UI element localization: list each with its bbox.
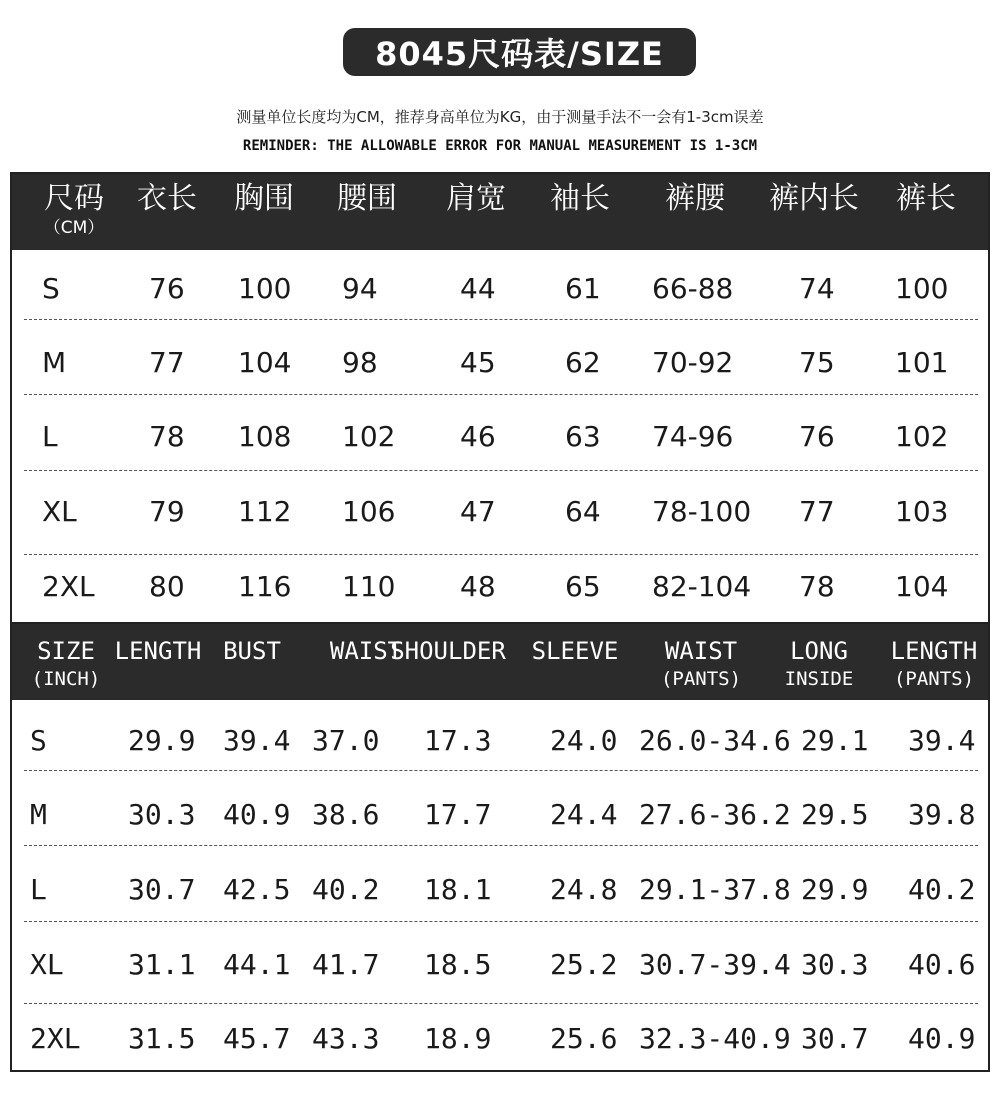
measurement-cell: 82-104 [652,570,752,603]
measurement-cell: 30.7 [128,873,196,906]
cm-header-label: 胸围 [234,181,294,216]
measurement-note-cn: 测量单位长度均为CM，推荐身高单位为KG，由于测量手法不一会有1-3cm误差 [236,108,764,126]
measurement-cell: 98 [342,346,378,379]
measurement-cell: 45 [460,346,496,379]
measurement-cell: 103 [895,495,949,528]
row-divider [24,921,978,922]
measurement-cell: 66-88 [652,272,734,305]
size-label-cell: S [42,272,60,305]
measurement-cell: 18.9 [424,1022,492,1055]
inch-header-label: SLEEVE [531,637,619,665]
measurement-cell: 39.8 [908,798,976,831]
inch-header-sublabel: (PANTS) [893,668,975,690]
size-table-inch-header [12,624,988,700]
row-divider [24,554,978,555]
measurement-cell: 40.9 [908,1022,976,1055]
inch-header-label: BUST [223,637,281,665]
measurement-cell: 43.3 [312,1022,380,1055]
measurement-cell: 110 [342,570,396,603]
measurement-cell: 65 [565,570,601,603]
measurement-cell: 44.1 [223,948,291,981]
measurement-cell: 29.5 [801,798,869,831]
measurement-cell: 70-92 [652,346,734,379]
measurement-cell: 27.6-36.2 [639,798,791,831]
measurement-cell: 31.1 [128,948,196,981]
measurement-cell: 24.8 [550,873,618,906]
measurement-cell: 79 [149,495,185,528]
measurement-cell: 116 [238,570,292,603]
size-label-cell: M [30,798,47,831]
measurement-cell: 29.1-37.8 [639,873,791,906]
size-table-cm [10,172,990,624]
measurement-cell: 104 [895,570,949,603]
measurement-cell: 25.6 [550,1022,618,1055]
inch-header-label: SIZE [37,637,95,665]
measurement-cell: 31.5 [128,1022,196,1055]
inch-header-label: WAIST [329,637,403,665]
size-label-cell: XL [30,948,64,981]
measurement-cell: 94 [342,272,378,305]
measurement-cell: 17.7 [424,798,492,831]
inch-header-8 [864,636,1000,692]
measurement-cell: 104 [238,346,292,379]
inch-header-5 [505,636,645,666]
measurement-cell: 78 [149,420,185,453]
measurement-cell: 61 [565,272,601,305]
size-label-cell: L [42,420,58,453]
measurement-cell: 29.1 [801,724,869,757]
measurement-cell: 74-96 [652,420,734,453]
measurement-cell: 100 [238,272,292,305]
row-divider [24,1003,978,1004]
row-divider [24,394,978,395]
measurement-cell: 39.4 [908,724,976,757]
size-label-cell: 2XL [30,1022,81,1055]
measurement-cell: 64 [565,495,601,528]
measurement-cell: 78-100 [652,495,752,528]
size-label-cell: M [42,346,67,379]
measurement-cell: 77 [799,495,835,528]
measurement-cell: 18.1 [424,873,492,906]
measurement-cell: 74 [799,272,835,305]
inch-header-label: LENGTH [890,637,978,665]
cm-header-label: 袖长 [550,181,610,216]
size-label-cell: XL [42,495,77,528]
measurement-cell: 30.3 [801,948,869,981]
measurement-cell: 101 [895,346,949,379]
row-divider [24,770,978,771]
measurement-cell: 76 [149,272,185,305]
measurement-cell: 38.6 [312,798,380,831]
measurement-cell: 29.9 [128,724,196,757]
measurement-cell: 45.7 [223,1022,291,1055]
measurement-cell: 32.3-40.9 [639,1022,791,1055]
cm-header-label: 肩宽 [446,181,506,216]
inch-header-label: WAIST [664,637,738,665]
size-label-cell: S [30,724,47,757]
cm-header-8 [856,180,996,218]
measurement-cell: 46 [460,420,496,453]
size-label-cell: L [30,873,47,906]
row-divider [24,470,978,471]
measurement-cell: 48 [460,570,496,603]
measurement-cell: 102 [342,420,396,453]
measurement-cell: 76 [799,420,835,453]
inch-header-label: SHOULDER [390,637,506,665]
inch-header-sublabel: (PANTS) [660,668,742,690]
cm-header-label: 裤内长 [769,181,859,216]
measurement-cell: 41.7 [312,948,380,981]
measurement-cell: 24.0 [550,724,618,757]
inch-header-sublabel: INSIDE [784,668,854,690]
measurement-cell: 24.4 [550,798,618,831]
measurement-cell: 63 [565,420,601,453]
measurement-cell: 30.7-39.4 [639,948,791,981]
measurement-cell: 100 [895,272,949,305]
measurement-cell: 102 [895,420,949,453]
measurement-cell: 77 [149,346,185,379]
measurement-cell: 26.0-34.6 [639,724,791,757]
measurement-cell: 106 [342,495,396,528]
size-table-inch [10,624,990,1072]
row-divider [24,319,978,320]
measurement-cell: 30.3 [128,798,196,831]
measurement-cell: 37.0 [312,724,380,757]
row-divider [24,845,978,846]
measurement-cell: 39.4 [223,724,291,757]
measurement-cell: 40.2 [312,873,380,906]
cm-header-label: 尺码 [44,181,104,216]
measurement-cell: 30.7 [801,1022,869,1055]
measurement-cell: 47 [460,495,496,528]
cm-header-label: 裤腰 [665,181,725,216]
measurement-note-en: REMINDER: THE ALLOWABLE ERROR FOR MANUAL MEASUREMENT IS 1-3CM [242,138,758,154]
measurement-cell: 40.9 [223,798,291,831]
inch-header-label: LENGTH [114,637,202,665]
measurement-cell: 29.9 [801,873,869,906]
cm-header-label: 裤长 [896,181,956,216]
measurement-cell: 17.3 [424,724,492,757]
size-table-cm-header [12,174,988,250]
measurement-cell: 78 [799,570,835,603]
measurement-cell: 62 [565,346,601,379]
measurement-cell: 42.5 [223,873,291,906]
cm-header-label: 衣长 [137,181,197,216]
measurement-cell: 25.2 [550,948,618,981]
cm-header-label: 腰围 [337,181,397,216]
inch-header-label: LONG [790,637,848,665]
page-title: 8045尺码表/SIZE [343,28,696,76]
measurement-cell: 18.5 [424,948,492,981]
measurement-cell: 80 [149,570,185,603]
measurement-cell: 44 [460,272,496,305]
measurement-cell: 108 [238,420,292,453]
inch-header-4 [378,636,518,666]
measurement-cell: 40.6 [908,948,976,981]
measurement-cell: 40.2 [908,873,976,906]
measurement-cell: 75 [799,346,835,379]
cm-header-sublabel: （CM） [43,218,105,238]
size-label-cell: 2XL [42,570,95,603]
measurement-cell: 112 [238,495,292,528]
inch-header-sublabel: (INCH) [31,668,101,690]
